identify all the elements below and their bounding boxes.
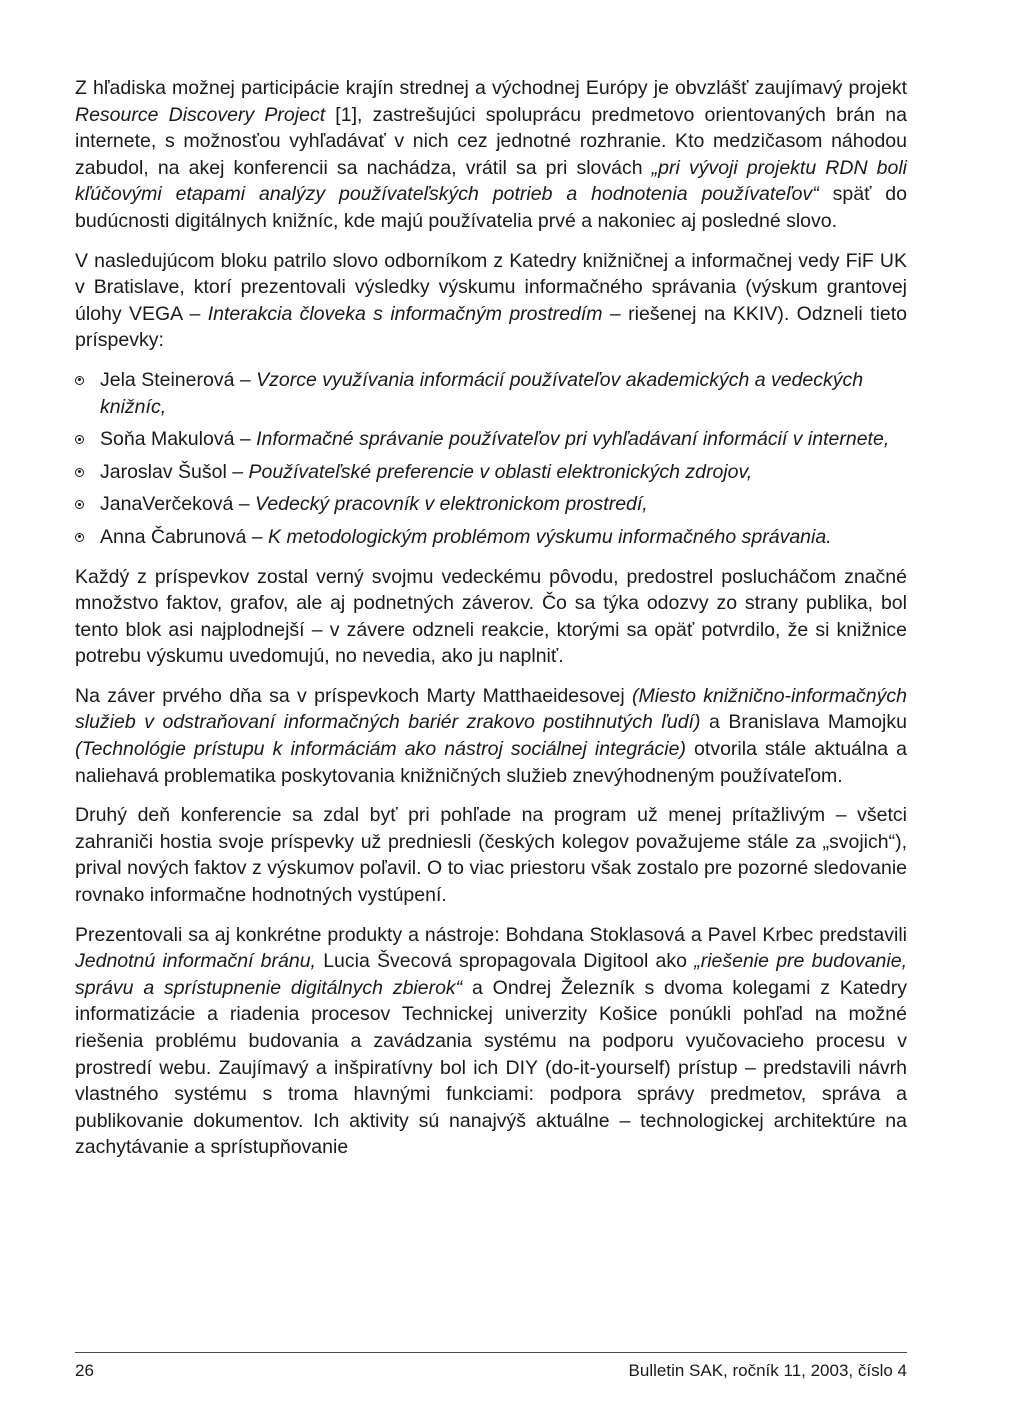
article-body bbox=[75, 75, 907, 1174]
list-item bbox=[75, 426, 907, 453]
paragraph-first-day-end bbox=[75, 683, 907, 789]
paragraph-contributions-summary: Každý z príspevkov zostal verný svojmu vedeckému pôvodu, predostrel poslucháčom značné množstvo faktov, grafov, ale aj podnetných záverov. Čo sa týka odozvy zo strany publika, bol tento blok asi najplodnejší – v závere odzneli reakcie, ktorými sa opäť potvrdilo, že si knižnice potrebu výskumu uvedomujú, no nevedia, ako ju naplniť. bbox=[75, 565, 907, 668]
bullet-icon bbox=[75, 468, 84, 477]
text-run: Na záver prvého dňa sa v príspevkoch Marty Matthaeidesovej bbox=[75, 684, 632, 707]
paragraph-rdn-project bbox=[75, 75, 907, 235]
grant-title: Interakcia človeka s informačným prostredím bbox=[207, 302, 603, 325]
text-run: späť do budúcnosti digitálnych knižníc, kde majú používatelia prvé a nakoniec aj posledné slovo. bbox=[75, 183, 907, 232]
text-run: V nasledujúcom bloku patrilo slovo odborníkom z Katedry knižničnej a informačnej vedy FiF UK v Bratislave, ktorí prezentovali výsledky výskumu informačného správania (výskum grantovej úlohy VEGA – bbox=[75, 249, 907, 325]
text-run: – riešenej na KKIV). Odzneli tieto príspevky: bbox=[75, 302, 908, 352]
list-item-title: Vedecký pracovník v elektronickom prostredí, bbox=[255, 493, 648, 516]
list-item bbox=[75, 367, 907, 420]
bullet-icon bbox=[75, 500, 84, 509]
list-item-author: Anna Čabrunová – bbox=[100, 525, 269, 548]
text-run: Lucia Švecová spropagovala Digitool ako bbox=[315, 950, 695, 973]
quotation: „riešenie pre budovanie, správu a sprístupnenie digitálnych zbierok“ bbox=[75, 950, 907, 999]
list-item bbox=[75, 491, 907, 518]
text-run: Prezentovali sa aj konkrétne produkty a nástroje: Bohdana Stoklasová a Pavel Krbec predstavili bbox=[75, 923, 907, 946]
quotation: „pri vývoji projektu RDN boli kľúčovými etapami analýzy používateľských potrieb a hodnotenia používateľov“ bbox=[75, 156, 907, 206]
bullet-icon bbox=[75, 376, 84, 385]
paragraph-second-day: Druhý deň konferencie sa zdal byť pri pohľade na program už menej prítažlivým – všetci zahraniči hostia svoje príspevky už predniesli (českých kolegov považujeme stále za „svojich“), prival nových faktov z výskumov poľavil. O to viac priestoru však zostalo pre pozorné sledovanie rovnako informačne hodnotných vystúpení. bbox=[75, 804, 907, 907]
list-item-title: K metodologickým problémom výskumu informačného správania. bbox=[268, 525, 832, 548]
page-number: 26 bbox=[75, 1361, 94, 1380]
list-item-author: Jela Steinerová – bbox=[100, 368, 257, 391]
journal-citation: Bulletin SAK, ročník 11, 2003, číslo 4 bbox=[628, 1361, 907, 1380]
project-name: Resource Discovery Project bbox=[75, 103, 326, 126]
talk-title: (Miesto knižnično-informačných služieb v odstraňovaní informačných bariér zrakovo postihnutých ľudí) bbox=[75, 684, 907, 734]
text-run: a Branislava Mamojku bbox=[700, 711, 907, 734]
list-item-title: Informačné správanie používateľov pri vyhľadávaní informácií v internete, bbox=[256, 428, 890, 451]
list-item-author: Soňa Makulová – bbox=[100, 428, 257, 451]
paragraph-kkiv-block bbox=[75, 248, 907, 354]
list-item-title: Vzorce využívania informácií používateľov akademických a vedeckých knižníc, bbox=[100, 368, 864, 418]
bullet-icon bbox=[75, 435, 84, 444]
list-item-author: JanaVerčeková – bbox=[100, 493, 256, 516]
paragraph-products-tools bbox=[75, 922, 907, 1161]
list-item-title: Používateľské preferencie v oblasti elektronických zdrojov, bbox=[248, 460, 753, 483]
list-item bbox=[75, 524, 907, 551]
list-item bbox=[75, 459, 907, 486]
text-run: [1], zastrešujúci spoluprácu predmetovo orientovaných brán na internete, s možnosťou vyhľadávať v nich cez jednotné rozhranie. Kto medzičasom náhodou zabudol, na akej konferencii sa nachádza, vrátil sa pri slovách bbox=[75, 103, 907, 179]
text-run: otvorila stále aktuálna a naliehavá problematika poskytovania knižničných služieb znevýhodneným používateľom. bbox=[75, 738, 907, 787]
bullet-icon bbox=[75, 533, 84, 542]
footer-divider bbox=[75, 1352, 907, 1353]
contributions-list bbox=[75, 367, 907, 551]
list-item-author: Jaroslav Šušol – bbox=[100, 460, 249, 483]
talk-title: (Technológie prístupu k informáciám ako nástroj sociálnej integrácie) bbox=[75, 738, 686, 761]
text-run: a Ondrej Železník s dvoma kolegami z Katedry informatizácie a riadenia procesov Technickej univerzity Košice ponúkli pohľad na možné riešenia problému budovania a zavádzania systému na podporu vyučovacieho procesu v prostredí webu. Zaujímavý a inšpiratívny bol ich DIY (do-it-yourself) prístup – predstavili návrh vlastného systému s troma hlavnými funkciami: podpora správy predmetov, správa a publikovanie dokumentov. Ich aktivity sú nanajvýš aktuálne – technologickej architektúre na zachytávanie a sprístupňovanie bbox=[75, 976, 907, 1159]
product-name: Jednotnú informační bránu, bbox=[75, 950, 316, 973]
text-run: Z hľadiska možnej participácie krajín strednej a východnej Európy je obvzlášť zaujímavý projekt bbox=[75, 77, 907, 99]
